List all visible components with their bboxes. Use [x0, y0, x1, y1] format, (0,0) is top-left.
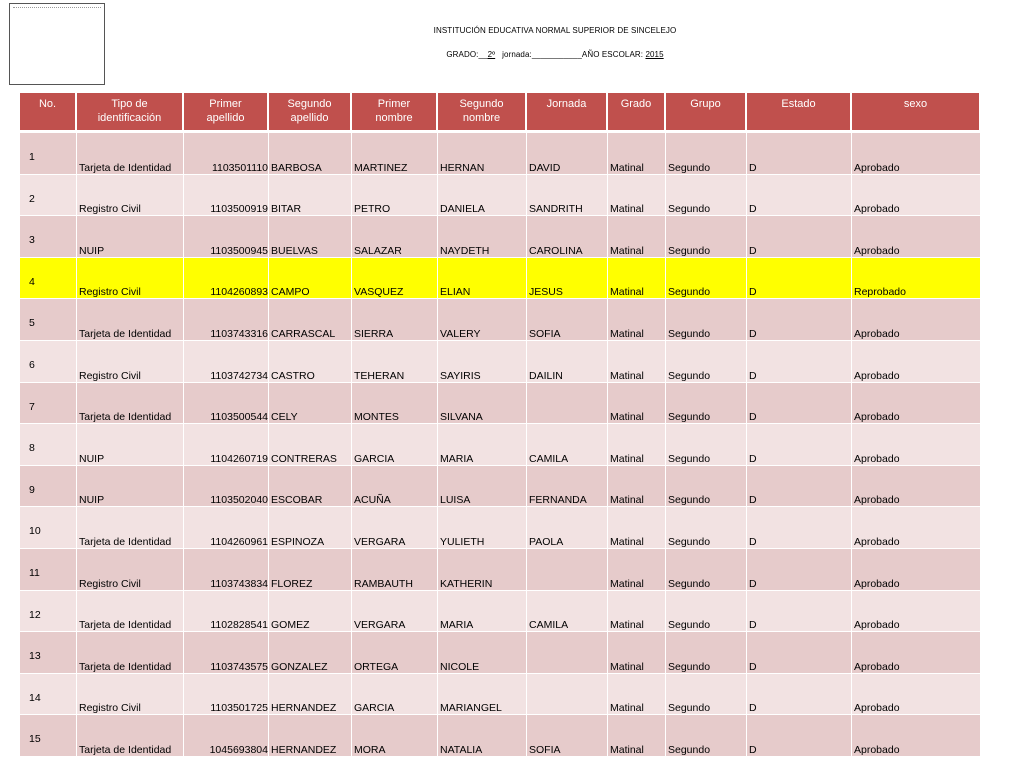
id-number-cell: 1104260893: [184, 258, 269, 300]
primer-apellido-cell: GOMEZ: [269, 591, 352, 633]
id-number-cell: 1103502040: [184, 466, 269, 508]
grado-cell: Segundo: [666, 341, 747, 383]
segundo-nombre-cell: FERNANDA: [527, 466, 608, 508]
estado-cell: Aprobado: [852, 466, 981, 508]
segundo-nombre-cell: CAMILA: [527, 591, 608, 633]
tipo-identificacion-cell: Tarjeta de Identidad: [77, 632, 184, 674]
row-number-cell: [20, 299, 77, 341]
id-number-cell: 1103743316: [184, 299, 269, 341]
estado-cell: Aprobado: [852, 216, 981, 258]
id-number-cell: 1103743575: [184, 632, 269, 674]
segundo-nombre-cell: [527, 674, 608, 716]
row-number-text: 11: [29, 566, 40, 579]
tipo-identificacion-cell: Registro Civil: [77, 341, 184, 383]
segundo-apellido-cell: TEHERAN: [352, 341, 438, 383]
segundo-nombre-cell: PAOLA: [527, 507, 608, 549]
grado-cell: Segundo: [666, 424, 747, 466]
jornada-cell: Matinal: [608, 466, 666, 508]
table-row: [20, 466, 981, 508]
tipo-identificacion-cell: NUIP: [77, 466, 184, 508]
col-primer-apellido-header: Primer apellido: [184, 93, 269, 133]
id-number-cell: 1104260719: [184, 424, 269, 466]
row-number-cell: [20, 175, 77, 217]
grupo-cell: D: [747, 424, 852, 466]
primer-apellido-cell: GONZALEZ: [269, 632, 352, 674]
grado-cell: Segundo: [666, 175, 747, 217]
primer-nombre-cell: LUISA: [438, 466, 527, 508]
primer-nombre-cell: YULIETH: [438, 507, 527, 549]
segundo-apellido-cell: ACUÑA: [352, 466, 438, 508]
estado-cell: Reprobado: [852, 258, 981, 300]
grado-cell: Segundo: [666, 715, 747, 757]
segundo-nombre-cell: SOFIA: [527, 299, 608, 341]
segundo-nombre-cell: CAROLINA: [527, 216, 608, 258]
row-number-cell: [20, 133, 77, 175]
primer-apellido-cell: BITAR: [269, 175, 352, 217]
tipo-identificacion-cell: Tarjeta de Identidad: [77, 299, 184, 341]
jornada-label: jornada:___________: [502, 50, 582, 59]
estado-cell: Aprobado: [852, 383, 981, 425]
table-row: [20, 175, 981, 217]
row-number-text: 12: [29, 608, 41, 621]
primer-apellido-cell: CELY: [269, 383, 352, 425]
segundo-apellido-cell: PETRO: [352, 175, 438, 217]
row-number-cell: [20, 424, 77, 466]
institution-title: INSTITUCIÓN EDUCATIVA NORMAL SUPERIOR DE SINCELEJO: [433, 26, 677, 35]
tipo-identificacion-cell: Tarjeta de Identidad: [77, 715, 184, 757]
logo-caption-line: [13, 7, 101, 10]
jornada-cell: Matinal: [608, 632, 666, 674]
grade-info-line: [43, 50, 1024, 59]
grupo-cell: D: [747, 715, 852, 757]
row-number-cell: [20, 715, 77, 757]
jornada-cell: Matinal: [608, 674, 666, 716]
table-row: [20, 507, 981, 549]
jornada-cell: Matinal: [608, 591, 666, 633]
grado-cell: Segundo: [666, 133, 747, 175]
estado-cell: Aprobado: [852, 674, 981, 716]
grupo-cell: D: [747, 299, 852, 341]
row-number-cell: [20, 216, 77, 258]
segundo-nombre-cell: [527, 549, 608, 591]
segundo-nombre-cell: SANDRITH: [527, 175, 608, 217]
row-number-cell: [20, 258, 77, 300]
grupo-cell: D: [747, 466, 852, 508]
tipo-identificacion-cell: NUIP: [77, 216, 184, 258]
row-number-text: 4: [29, 275, 35, 288]
row-number-text: 1: [29, 151, 35, 163]
row-number-text: 14: [29, 691, 41, 704]
segundo-apellido-cell: ORTEGA: [352, 632, 438, 674]
jornada-cell: Matinal: [608, 549, 666, 591]
tipo-identificacion-cell: Tarjeta de Identidad: [77, 133, 184, 175]
table-row: [20, 632, 981, 674]
segundo-apellido-cell: VERGARA: [352, 591, 438, 633]
estado-cell: Aprobado: [852, 507, 981, 549]
id-number-cell: 1103500544: [184, 383, 269, 425]
primer-nombre-cell: VALERY: [438, 299, 527, 341]
estado-cell: Aprobado: [852, 341, 981, 383]
table-row: [20, 549, 981, 591]
table-row: [20, 216, 981, 258]
col-segundo-apellido-header: Segundo apellido: [269, 93, 352, 133]
id-number-cell: 1103743834: [184, 549, 269, 591]
segundo-apellido-cell: GARCIA: [352, 674, 438, 716]
primer-apellido-cell: ESPINOZA: [269, 507, 352, 549]
primer-apellido-cell: BARBOSA: [269, 133, 352, 175]
primer-nombre-cell: MARIA: [438, 424, 527, 466]
primer-apellido-cell: CONTRERAS: [269, 424, 352, 466]
row-number-cell: [20, 383, 77, 425]
grado-cell: Segundo: [666, 466, 747, 508]
grado-prefix: GRADO:__: [446, 50, 488, 59]
estado-cell: Aprobado: [852, 424, 981, 466]
grado-cell: Segundo: [666, 299, 747, 341]
grado-cell: Segundo: [666, 383, 747, 425]
tipo-identificacion-cell: Registro Civil: [77, 549, 184, 591]
grupo-cell: D: [747, 341, 852, 383]
primer-nombre-cell: ELIAN: [438, 258, 527, 300]
table-body: [20, 133, 981, 757]
primer-nombre-cell: SILVANA: [438, 383, 527, 425]
tipo-identificacion-cell: Registro Civil: [77, 258, 184, 300]
primer-apellido-cell: FLOREZ: [269, 549, 352, 591]
estado-cell: Aprobado: [852, 133, 981, 175]
table-row: [20, 715, 981, 757]
id-number-cell: 1103500945: [184, 216, 269, 258]
jornada-cell: Matinal: [608, 133, 666, 175]
col-no-header: No.: [20, 93, 77, 133]
primer-nombre-cell: KATHERIN: [438, 549, 527, 591]
row-number-text: 3: [29, 234, 35, 247]
tipo-identificacion-cell: Registro Civil: [77, 175, 184, 217]
grupo-cell: D: [747, 632, 852, 674]
primer-apellido-cell: HERNANDEZ: [269, 715, 352, 757]
students-table: [20, 93, 981, 757]
primer-apellido-cell: CAMPO: [269, 258, 352, 300]
row-number-text: 15: [29, 733, 41, 746]
id-number-cell: 1103501110: [184, 133, 269, 175]
tipo-identificacion-cell: Tarjeta de Identidad: [77, 591, 184, 633]
segundo-nombre-cell: JESUS: [527, 258, 608, 300]
segundo-apellido-cell: GARCIA: [352, 424, 438, 466]
id-number-cell: 1104260961: [184, 507, 269, 549]
segundo-apellido-cell: SALAZAR: [352, 216, 438, 258]
table-row: [20, 383, 981, 425]
tipo-identificacion-cell: NUIP: [77, 424, 184, 466]
grado-cell: Segundo: [666, 674, 747, 716]
id-number-cell: 1103501725: [184, 674, 269, 716]
row-number-cell: [20, 466, 77, 508]
grado-cell: Segundo: [666, 591, 747, 633]
row-number-cell: [20, 674, 77, 716]
estado-cell: Aprobado: [852, 632, 981, 674]
jornada-cell: Matinal: [608, 299, 666, 341]
row-number-cell: [20, 341, 77, 383]
anio-value: 2015: [645, 50, 664, 59]
grado-cell: Segundo: [666, 216, 747, 258]
primer-apellido-cell: CARRASCAL: [269, 299, 352, 341]
col-grupo-header: Grupo: [666, 93, 747, 133]
id-number-cell: 1102828541: [184, 591, 269, 633]
grado-cell: Segundo: [666, 549, 747, 591]
grupo-cell: D: [747, 674, 852, 716]
estado-cell: Aprobado: [852, 175, 981, 217]
segundo-apellido-cell: VERGARA: [352, 507, 438, 549]
id-number-cell: 1103742734: [184, 341, 269, 383]
segundo-nombre-cell: DAILIN: [527, 341, 608, 383]
primer-nombre-cell: MARIANGEL: [438, 674, 527, 716]
id-number-cell: 1103500919: [184, 175, 269, 217]
segundo-apellido-cell: MARTINEZ: [352, 133, 438, 175]
row-number-text: 10: [29, 525, 41, 538]
row-number-cell: [20, 549, 77, 591]
grupo-cell: D: [747, 383, 852, 425]
segundo-nombre-cell: [527, 632, 608, 674]
primer-nombre-cell: NAYDETH: [438, 216, 527, 258]
row-number-text: 5: [29, 317, 35, 330]
primer-nombre-cell: HERNAN: [438, 133, 527, 175]
segundo-nombre-cell: SOFIA: [527, 715, 608, 757]
estado-cell: Aprobado: [852, 591, 981, 633]
row-number-text: 6: [29, 358, 35, 371]
col-primer-nombre-header: Primer nombre: [352, 93, 438, 133]
grupo-cell: D: [747, 591, 852, 633]
col-segundo-nombre-header: Segundo nombre: [438, 93, 527, 133]
row-number-text: 7: [29, 400, 35, 413]
table-row: [20, 674, 981, 716]
table-header-row: [20, 93, 981, 133]
row-number-cell: [20, 591, 77, 633]
id-number-cell: 1045693804: [184, 715, 269, 757]
tipo-identificacion-cell: Tarjeta de Identidad: [77, 507, 184, 549]
jornada-cell: Matinal: [608, 715, 666, 757]
grado-cell: Segundo: [666, 258, 747, 300]
primer-apellido-cell: ESCOBAR: [269, 466, 352, 508]
primer-apellido-cell: BUELVAS: [269, 216, 352, 258]
grupo-cell: D: [747, 549, 852, 591]
primer-apellido-cell: HERNANDEZ: [269, 674, 352, 716]
table-row: [20, 341, 981, 383]
row-number-cell: [20, 632, 77, 674]
jornada-cell: Matinal: [608, 424, 666, 466]
estado-cell: Aprobado: [852, 299, 981, 341]
estado-cell: Aprobado: [852, 715, 981, 757]
segundo-apellido-cell: VASQUEZ: [352, 258, 438, 300]
primer-nombre-cell: DANIELA: [438, 175, 527, 217]
row-number-cell: [20, 507, 77, 549]
grupo-cell: D: [747, 216, 852, 258]
col-sexo-header: sexo: [852, 93, 981, 133]
table-row: [20, 133, 981, 175]
table-row: [20, 424, 981, 466]
primer-nombre-cell: MARIA: [438, 591, 527, 633]
segundo-apellido-cell: MORA: [352, 715, 438, 757]
col-tipo-identificacion-header: Tipo de identificación: [77, 93, 184, 133]
row-number-text: 2: [29, 192, 35, 205]
table-row: [20, 591, 981, 633]
primer-apellido-cell: CASTRO: [269, 341, 352, 383]
col-jornada-header: Jornada: [527, 93, 608, 133]
row-number-text: 13: [29, 650, 41, 663]
grupo-cell: D: [747, 175, 852, 217]
tipo-identificacion-cell: Tarjeta de Identidad: [77, 383, 184, 425]
jornada-cell: Matinal: [608, 341, 666, 383]
segundo-nombre-cell: DAVID: [527, 133, 608, 175]
col-estado-header: Estado: [747, 93, 852, 133]
anio-label: AÑO ESCOLAR:: [581, 50, 644, 59]
grupo-cell: D: [747, 133, 852, 175]
grado-cell: Segundo: [666, 507, 747, 549]
jornada-cell: Matinal: [608, 258, 666, 300]
table-row: [20, 299, 981, 341]
jornada-cell: Matinal: [608, 216, 666, 258]
logo-placeholder: [9, 3, 105, 85]
estado-cell: Aprobado: [852, 549, 981, 591]
segundo-apellido-cell: MONTES: [352, 383, 438, 425]
grupo-cell: D: [747, 507, 852, 549]
table-row: [20, 258, 981, 300]
primer-nombre-cell: NICOLE: [438, 632, 527, 674]
primer-nombre-cell: NATALIA: [438, 715, 527, 757]
segundo-nombre-cell: CAMILA: [527, 424, 608, 466]
primer-nombre-cell: SAYIRIS: [438, 341, 527, 383]
segundo-apellido-cell: RAMBAUTH: [352, 549, 438, 591]
grupo-cell: D: [747, 258, 852, 300]
col-grado-header: Grado: [608, 93, 666, 133]
segundo-apellido-cell: SIERRA: [352, 299, 438, 341]
tipo-identificacion-cell: Registro Civil: [77, 674, 184, 716]
grado-value: 2º: [487, 50, 496, 59]
row-number-text: 8: [29, 442, 35, 455]
jornada-cell: Matinal: [608, 383, 666, 425]
grado-cell: Segundo: [666, 632, 747, 674]
segundo-nombre-cell: [527, 383, 608, 425]
jornada-cell: Matinal: [608, 175, 666, 217]
jornada-cell: Matinal: [608, 507, 666, 549]
row-number-text: 9: [29, 483, 35, 496]
